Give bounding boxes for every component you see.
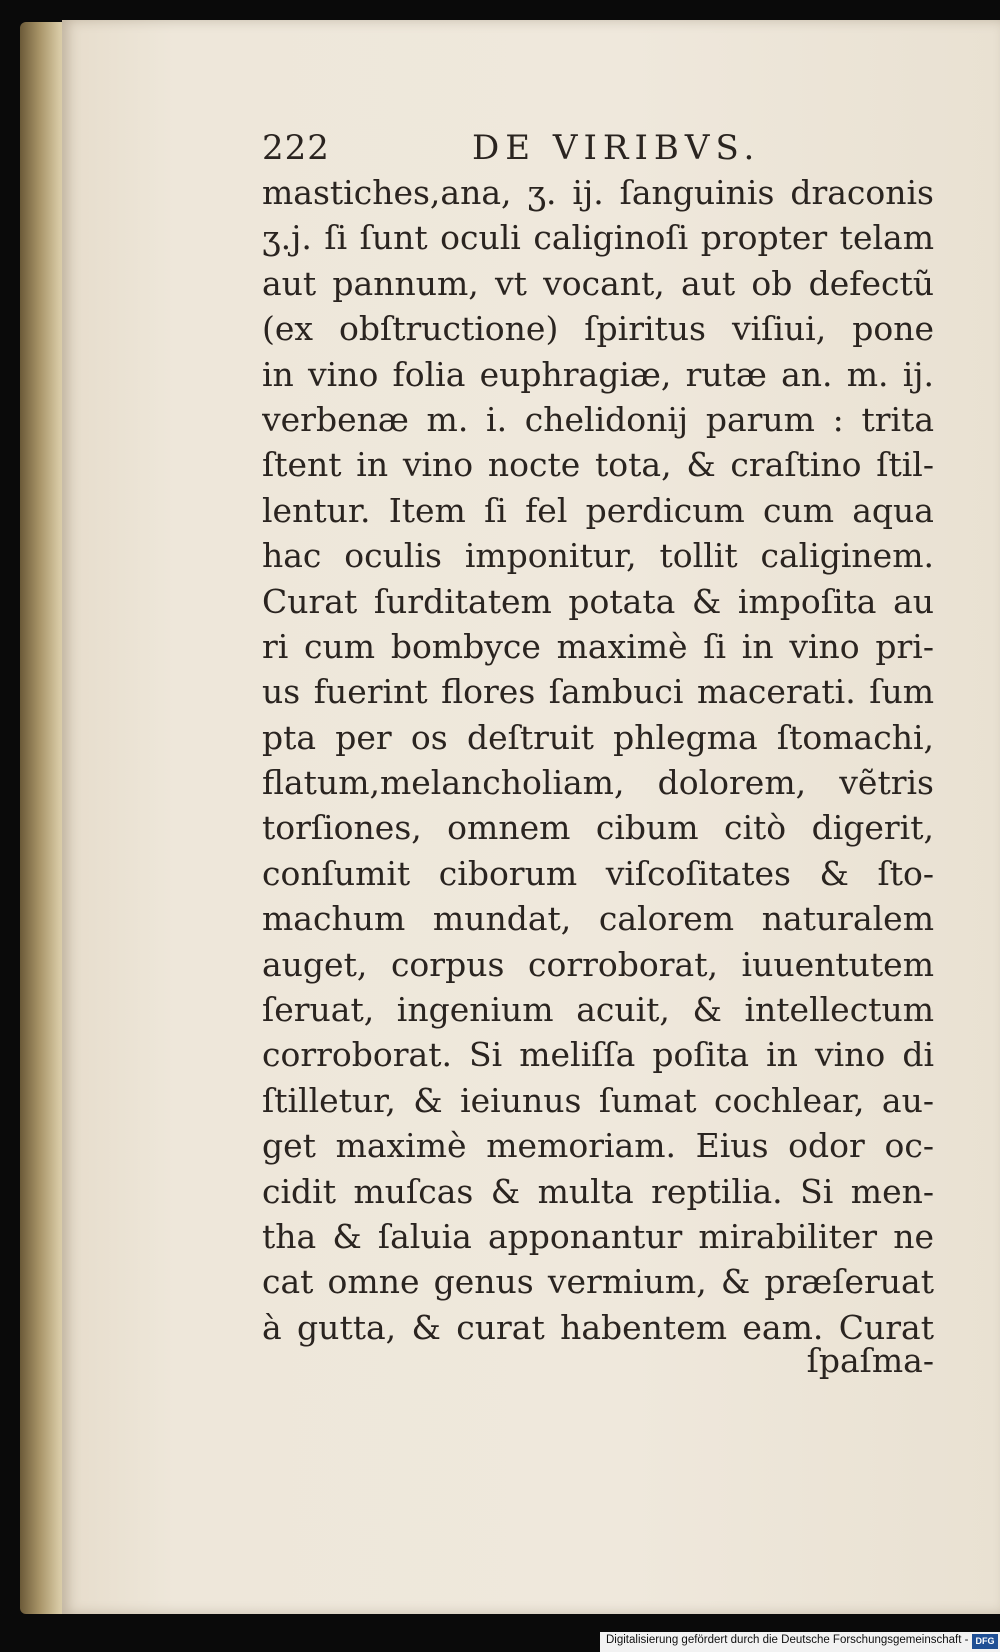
catchword: ſpaſma-	[806, 1341, 934, 1380]
text-line: Curat ſurditatem potata & impoſita au	[262, 581, 934, 621]
text-line: hac oculis imponitur, tollit caliginem.	[262, 536, 934, 576]
text-line: masticheѕ,ana, ʒ. ij. ſanguinis draconis	[262, 173, 934, 212]
text-line: lentur. Item ſi fel perdicum cum aqua	[262, 490, 934, 530]
text-line: tha & ſaluia apponantur mirabiliter ne	[262, 1216, 934, 1256]
text-line: à gutta, & curat habentem eam. Curat	[262, 1307, 934, 1347]
text-line: pta per os deſtruit phlegma ſtomachi,	[262, 717, 934, 757]
text-line: ʒ.j. ſi ſunt oculi caliginoſi propter telam	[262, 218, 934, 258]
running-head: DE VIRIBVS.	[472, 128, 761, 168]
text-line: ſeruat, ingenium acuit, & intellectum	[262, 990, 934, 1030]
text-line: in vino folia euphragiæ, rutæ an. m. ij.	[262, 354, 934, 394]
footer-credit: Digitalisierung gefördert durch die Deutsche Forschungsgemeinschaft -	[606, 1634, 969, 1646]
text-line: machum mundat, calorem naturalem	[262, 899, 934, 939]
text-line: conſumit ciborum viſcoſitates & ſto-	[262, 853, 934, 893]
text-line: auget, corpus corroborat, iuuentutem	[262, 944, 934, 984]
page-number: 222	[262, 128, 330, 168]
text-line: ſtilletur, & ieiunus ſumat cochlear, au-	[262, 1080, 934, 1120]
text-line: torſiones, omnem cibum citò digerit,	[262, 808, 934, 848]
text-line: (ex obſtructione) ſpiritus viſiui, pone	[262, 309, 934, 349]
text-block	[262, 170, 934, 1350]
text-line: ſtent in vino nocte tota, & craſtino ſtil-	[262, 445, 934, 485]
text-line: corroborat. Si meliſſa poſita in vino di	[262, 1035, 934, 1075]
text-line: verbenæ m. i. chelidonij parum : trita	[262, 399, 934, 439]
text-line: cat omne genus vermium, & præſeruat	[262, 1262, 934, 1302]
text-line: flatum,melancholiam, dolorem, vẽtris	[262, 763, 934, 803]
page-header	[262, 128, 902, 168]
text-line: aut pannum, vt vocant, aut ob defectũ	[262, 263, 934, 303]
dfg-logo: DFG	[972, 1634, 998, 1649]
text-line: get maximè memoriam. Eius odor oc-	[262, 1126, 934, 1166]
text-line: ri cum bombyce maximè ſi in vino pri-	[262, 626, 934, 666]
text-line: us fuerint flores ſambuci macerati. ſum	[262, 672, 934, 712]
text-line: cidit muſcas & multa reptilia. Si men-	[262, 1171, 934, 1211]
